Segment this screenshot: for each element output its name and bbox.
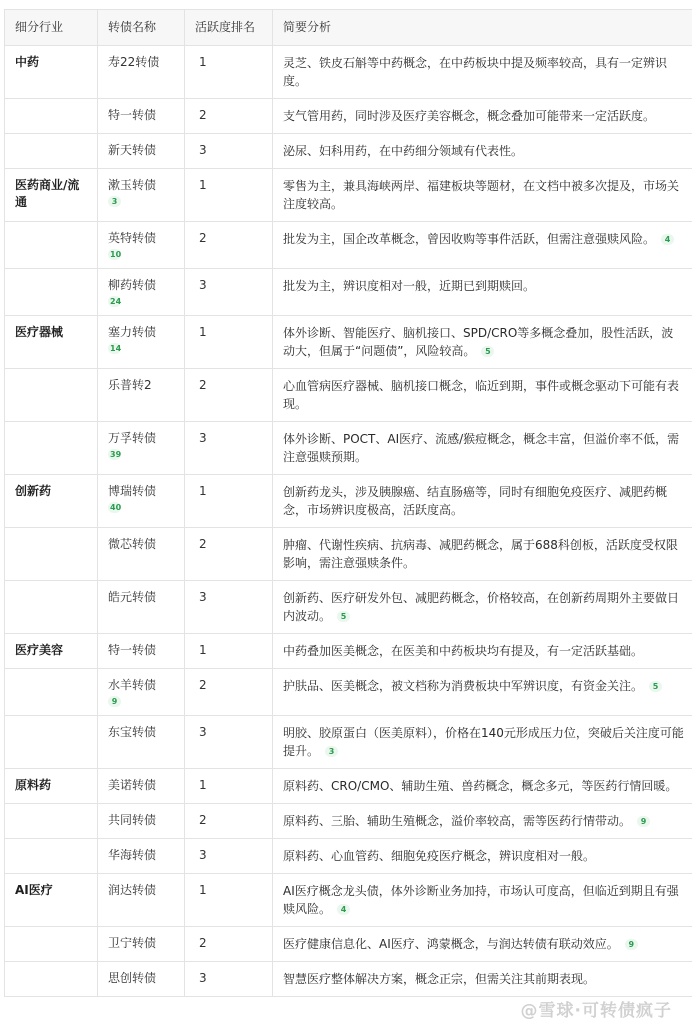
bond-name: 华海转债 xyxy=(108,848,157,862)
bond-name: 润达转债 xyxy=(108,883,157,897)
analysis-cell xyxy=(273,769,692,804)
industry-cell xyxy=(5,369,98,422)
analysis-text: 批发为主，辨识度相对一般，近期已到期赎回。 xyxy=(283,279,536,293)
analysis-text: AI医疗概念龙头债，体外诊断业务加持，市场认可度高，但临近到期且有强赎风险。 xyxy=(283,884,679,916)
bond-name-cell xyxy=(98,927,185,962)
activity-rank-cell: 3 xyxy=(185,839,273,874)
analysis-cell xyxy=(273,134,692,169)
table-row xyxy=(5,422,692,475)
analysis-text: 明胶、胶原蛋白（医美原料），价格在140元形成压力位，突破后关注度可能提升。 xyxy=(283,726,684,758)
table-row xyxy=(5,804,692,839)
bond-name-cell xyxy=(98,962,185,997)
analysis-cell xyxy=(273,669,692,716)
industry-cell xyxy=(5,528,98,581)
analysis-text: 护肤品、医美概念，被文档称为消费板块中军辨识度，有资金关注。 xyxy=(283,679,644,693)
industry-cell xyxy=(5,962,98,997)
citation-badge[interactable]: 9 xyxy=(637,816,650,827)
analysis-text: 支气管用药，同时涉及医疗美容概念，概念叠加可能带来一定活跃度。 xyxy=(283,109,656,123)
table-row xyxy=(5,475,692,528)
citation-badge[interactable]: 3 xyxy=(108,196,121,207)
table-row xyxy=(5,927,692,962)
activity-rank-cell: 3 xyxy=(185,134,273,169)
table-row xyxy=(5,874,692,927)
industry-cell xyxy=(5,422,98,475)
activity-rank-cell: 2 xyxy=(185,99,273,134)
analysis-text: 心血管病医疗器械、脑机接口概念，临近到期，事件或概念驱动下可能有表现。 xyxy=(283,379,680,411)
bond-name-cell xyxy=(98,269,185,316)
industry-cell xyxy=(5,716,98,769)
citation-badge[interactable]: 9 xyxy=(625,939,638,950)
bond-name-cell xyxy=(98,716,185,769)
analysis-cell xyxy=(273,316,692,369)
industry-cell xyxy=(5,839,98,874)
citation-badge[interactable]: 3 xyxy=(325,746,338,757)
activity-rank-cell: 3 xyxy=(185,422,273,475)
industry-cell: AI医疗 xyxy=(5,874,98,927)
bond-name-cell xyxy=(98,581,185,634)
bond-name: 柳药转债 xyxy=(108,278,157,292)
activity-rank-cell: 2 xyxy=(185,804,273,839)
bond-name: 东宝转债 xyxy=(108,725,157,739)
bond-table xyxy=(4,9,692,997)
activity-rank-cell: 1 xyxy=(185,475,273,528)
bond-name: 水羊转债 xyxy=(108,678,157,692)
table-row xyxy=(5,269,692,316)
activity-rank-cell: 2 xyxy=(185,927,273,962)
activity-rank-cell: 2 xyxy=(185,528,273,581)
citation-badge[interactable]: 39 xyxy=(110,450,122,459)
activity-rank-cell: 1 xyxy=(185,634,273,669)
header-activity-rank: 活跃度排名 xyxy=(185,10,273,46)
header-row xyxy=(5,10,692,46)
header-bond-name: 转债名称 xyxy=(98,10,185,46)
activity-rank-cell: 1 xyxy=(185,316,273,369)
industry-cell xyxy=(5,134,98,169)
industry-cell: 原料药 xyxy=(5,769,98,804)
bond-name: 乐普转2 xyxy=(108,378,152,392)
analysis-cell xyxy=(273,927,692,962)
industry-cell xyxy=(5,269,98,316)
bond-name-cell xyxy=(98,669,185,716)
industry-cell xyxy=(5,222,98,269)
bond-name-cell xyxy=(98,369,185,422)
activity-rank-cell: 2 xyxy=(185,222,273,269)
bond-name: 漱玉转债 xyxy=(108,178,157,192)
analysis-cell xyxy=(273,581,692,634)
table-row xyxy=(5,528,692,581)
activity-rank-cell: 2 xyxy=(185,669,273,716)
bond-name-cell xyxy=(98,46,185,99)
analysis-cell xyxy=(273,716,692,769)
table-row xyxy=(5,669,692,716)
analysis-text: 创新药、医疗研发外包、减肥药概念，价格较高，在创新药周期外主要做日内波动。 xyxy=(283,591,680,623)
analysis-text: 泌尿、妇科用药，在中药细分领域有代表性。 xyxy=(283,144,524,158)
table-row xyxy=(5,316,692,369)
citation-badge[interactable]: 4 xyxy=(337,904,350,915)
activity-rank-cell: 1 xyxy=(185,769,273,804)
bond-name-cell xyxy=(98,134,185,169)
analysis-cell xyxy=(273,874,692,927)
activity-rank-cell: 1 xyxy=(185,46,273,99)
bond-name: 美诺转债 xyxy=(108,778,157,792)
table-row xyxy=(5,962,692,997)
industry-cell: 医疗美容 xyxy=(5,634,98,669)
table-row xyxy=(5,46,692,99)
bond-name: 皓元转债 xyxy=(108,590,157,604)
header-analysis: 简要分析 xyxy=(273,10,692,46)
bond-name: 博瑞转债 xyxy=(108,484,157,498)
analysis-text: 智慧医疗整体解决方案，概念正宗，但需关注其前期表现。 xyxy=(283,972,596,986)
industry-cell xyxy=(5,99,98,134)
activity-rank-cell: 1 xyxy=(185,874,273,927)
analysis-text: 原料药、心血管药、细胞免疫医疗概念，辨识度相对一般。 xyxy=(283,849,596,863)
header-industry: 细分行业 xyxy=(5,10,98,46)
analysis-cell xyxy=(273,528,692,581)
analysis-text: 原料药、CRO/CMO、辅助生殖、兽药概念，概念多元，等医药行情回暖。 xyxy=(283,779,678,793)
table-row xyxy=(5,769,692,804)
table-row xyxy=(5,222,692,269)
table-row xyxy=(5,634,692,669)
bond-name: 思创转债 xyxy=(108,971,157,985)
citation-badge[interactable]: 5 xyxy=(649,681,662,692)
analysis-text: 批发为主，国企改革概念，曾因收购等事件活跃，但需注意强赎风险。 xyxy=(283,232,656,246)
industry-cell: 医药商业/流通 xyxy=(5,169,98,222)
bond-name: 特一转债 xyxy=(108,108,157,122)
table-row xyxy=(5,169,692,222)
table-row xyxy=(5,134,692,169)
activity-rank-cell: 3 xyxy=(185,581,273,634)
citation-badge[interactable]: 10 xyxy=(110,250,122,259)
citation-badge[interactable]: 5 xyxy=(337,611,350,622)
analysis-cell xyxy=(273,839,692,874)
analysis-cell xyxy=(273,222,692,269)
citation-badge[interactable]: 9 xyxy=(108,696,121,707)
analysis-cell xyxy=(273,962,692,997)
bond-name-cell xyxy=(98,99,185,134)
industry-cell xyxy=(5,669,98,716)
bond-name: 英特转债 xyxy=(108,231,157,245)
bond-name-cell xyxy=(98,169,185,222)
bond-name: 卫宁转债 xyxy=(108,936,157,950)
bond-name: 万孚转债 xyxy=(108,431,157,445)
bond-name-cell xyxy=(98,475,185,528)
activity-rank-cell: 2 xyxy=(185,369,273,422)
bond-name: 共同转债 xyxy=(108,813,157,827)
analysis-cell xyxy=(273,169,692,222)
bond-name-cell xyxy=(98,222,185,269)
citation-badge[interactable]: 5 xyxy=(481,346,494,357)
analysis-cell xyxy=(273,369,692,422)
analysis-cell xyxy=(273,804,692,839)
bond-name: 微芯转债 xyxy=(108,537,157,551)
analysis-text: 体外诊断、智能医疗、脑机接口、SPD/CRO等多概念叠加，股性活跃，波动大，但属于“问题债”，风险较高。 xyxy=(283,326,674,358)
analysis-text: 灵芝、铁皮石斛等中药概念，在中药板块中提及频率较高，具有一定辨识度。 xyxy=(283,56,668,88)
analysis-text: 体外诊断、POCT、AI医疗、流感/猴痘概念，概念丰富，但溢价率不低，需注意强赎预期。 xyxy=(283,432,680,464)
bond-name: 特一转债 xyxy=(108,643,157,657)
analysis-text: 原料药、三胎、辅助生殖概念，溢价率较高，需等医药行情带动。 xyxy=(283,814,632,828)
activity-rank-cell: 3 xyxy=(185,716,273,769)
bond-name-cell xyxy=(98,316,185,369)
citation-badge[interactable]: 24 xyxy=(110,297,122,306)
watermark: @雪球·可转债疯子 xyxy=(520,1001,672,1021)
bond-name-cell xyxy=(98,634,185,669)
analysis-text: 肿瘤、代谢性疾病、抗病毒、减肥药概念，属于688科创板，活跃度受权限影响，需注意强赎条件。 xyxy=(283,538,678,570)
table-body xyxy=(5,46,692,997)
industry-cell: 医疗器械 xyxy=(5,316,98,369)
table-row xyxy=(5,581,692,634)
bond-name-cell xyxy=(98,769,185,804)
citation-badge[interactable]: 40 xyxy=(110,503,122,512)
analysis-text: 医疗健康信息化、AI医疗、鸿蒙概念，与润达转债有联动效应。 xyxy=(283,937,619,951)
activity-rank-cell: 3 xyxy=(185,962,273,997)
bond-name-cell xyxy=(98,874,185,927)
table-row xyxy=(5,369,692,422)
bond-name-cell xyxy=(98,804,185,839)
table-row xyxy=(5,839,692,874)
bond-name: 新天转债 xyxy=(108,143,157,157)
industry-cell: 中药 xyxy=(5,46,98,99)
industry-cell xyxy=(5,804,98,839)
analysis-text: 零售为主，兼具海峡两岸、福建板块等题材，在文档中被多次提及，市场关注度较高。 xyxy=(283,179,680,211)
analysis-cell xyxy=(273,99,692,134)
analysis-cell xyxy=(273,269,692,316)
analysis-text: 创新药龙头，涉及胰腺癌、结直肠癌等，同时有细胞免疫医疗、减肥药概念，市场辨识度极高，活跃度高。 xyxy=(283,485,668,517)
citation-badge[interactable]: 4 xyxy=(661,234,674,245)
bond-name-cell xyxy=(98,422,185,475)
bond-name: 塞力转债 xyxy=(108,325,157,339)
table-row xyxy=(5,99,692,134)
industry-cell: 创新药 xyxy=(5,475,98,528)
bond-name-cell xyxy=(98,528,185,581)
table-row xyxy=(5,716,692,769)
citation-badge[interactable]: 14 xyxy=(110,344,122,353)
industry-cell xyxy=(5,581,98,634)
analysis-text: 中药叠加医美概念，在医美和中药板块均有提及，有一定活跃基础。 xyxy=(283,644,644,658)
analysis-cell xyxy=(273,422,692,475)
activity-rank-cell: 3 xyxy=(185,269,273,316)
bond-name-cell xyxy=(98,839,185,874)
activity-rank-cell: 1 xyxy=(185,169,273,222)
analysis-cell xyxy=(273,46,692,99)
industry-cell xyxy=(5,927,98,962)
bond-name: 寿22转债 xyxy=(108,55,160,69)
analysis-cell xyxy=(273,475,692,528)
analysis-cell xyxy=(273,634,692,669)
